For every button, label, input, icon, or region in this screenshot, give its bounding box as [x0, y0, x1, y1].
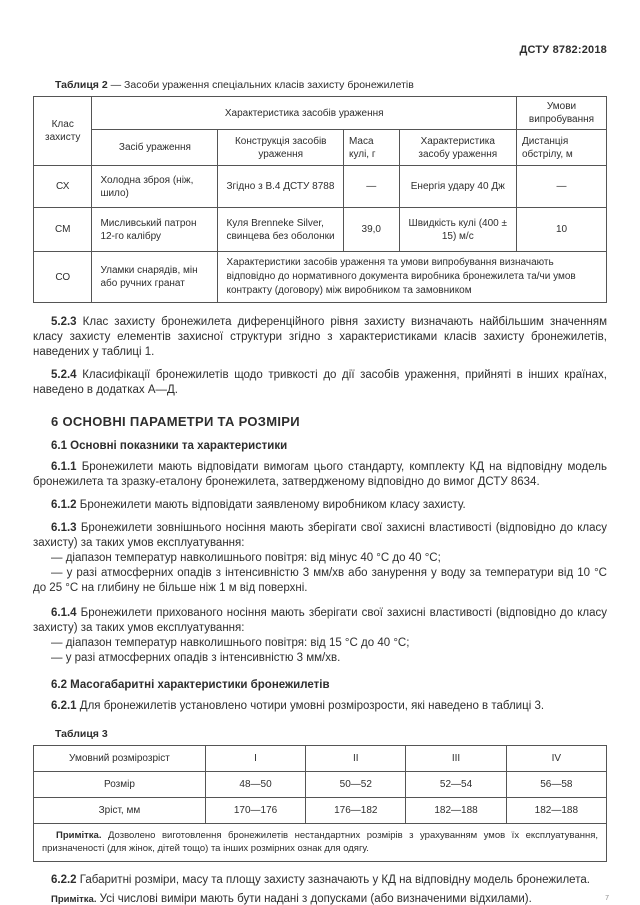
- paragraph-number: 6.1.1: [51, 461, 77, 473]
- table2-col-distance: Дистанція обстрілу, м: [522, 135, 573, 160]
- table3-col-3: III: [406, 746, 506, 772]
- table3-header-row: [34, 746, 607, 772]
- paragraph-number: 5.2.4: [51, 369, 77, 381]
- table2-col-group-conditions: Умови випробування: [517, 97, 607, 130]
- paragraph-number: 5.2.3: [51, 316, 77, 328]
- table2-caption-text: — Засоби ураження спеціальних класів захисту бронежилетів: [110, 79, 414, 91]
- paragraph-text: Для бронежилетів установлено чотири умовні розмірозрости, які наведено в таблиці 3.: [79, 700, 545, 712]
- note-text: Дозволено виготовлення бронежилетів нестандартних розмірів з урахуванням умов їх експлуатування, призначеності (для жінок, дітей тощо) та інших розмірних ознак для одягу.: [42, 830, 599, 854]
- table2-row-cm: [34, 208, 607, 252]
- list-item-temperature-range: — діапазон температур навколишнього повітря: від 15 °С до 40 °С;: [51, 637, 410, 649]
- paragraph-5-2-3: [33, 315, 607, 360]
- table2-row-co: [34, 252, 607, 303]
- table3: [33, 745, 607, 862]
- note-text: Усі числові виміри мають бути надані з допусками (або визначеними відхилами).: [99, 893, 532, 905]
- paragraph-text: Класифікації бронежилетів щодо тривкості до дії засобів ураження, прийняті в інших країнах, наведено в додатках А—Д.: [33, 369, 607, 396]
- paragraph-5-2-4: [33, 368, 607, 398]
- cell-characteristic: Швидкість кулі (400 ± 15) м/с: [399, 208, 516, 252]
- paragraph-6-2-1: [33, 699, 607, 714]
- section-6-2-heading: 6.2 Масогабаритні характеристики бронежилетів: [51, 679, 330, 691]
- cell-row-label: Розмір: [34, 772, 206, 798]
- table2-header-row-1: [34, 97, 607, 130]
- doc-code-header: ДСТУ 8782:2018: [519, 44, 607, 56]
- list-item-precipitation: — у разі атмосферних опадів з інтенсивністю 3 мм/хв або занурення у воду за температури від 10 °С до 25 °С на глибину не більше ніж 1 м від поверхні.: [33, 567, 607, 594]
- paragraph-6-1-4: [33, 606, 607, 636]
- paragraph-text: Клас захисту бронежилета диференційного рівня захисту визначають найбільшим значенням класу захисту елементів захисної структури згідно з характеристиками класів захисту бронежилетів, наведених у таблиці 1.: [33, 316, 608, 358]
- list-item-temperature-range: — діапазон температур навколишнього повітря: від мінус 40 °С до 40 °С;: [51, 552, 441, 564]
- note-label: Примітка.: [56, 830, 102, 841]
- cell-value: 52—54: [406, 772, 506, 798]
- cell-value: 182—188: [506, 798, 606, 824]
- paragraph-number: 6.1.3: [51, 522, 77, 534]
- table3-note-cell: [34, 824, 607, 862]
- table3-row-size: [34, 772, 607, 798]
- table2-header-row-2: [34, 130, 607, 166]
- table2-col-class: Клас захисту: [34, 97, 92, 166]
- page-number: 7: [605, 895, 609, 902]
- paragraph-text: Габаритні розміри, масу та площу захисту зазначають у КД на відповідну модель бронежилета.: [79, 874, 590, 886]
- cell-distance: 10: [517, 208, 607, 252]
- table3-col-4: IV: [506, 746, 606, 772]
- cell-value: 50—52: [306, 772, 406, 798]
- note-label: Примітка.: [51, 894, 97, 905]
- paragraph-text: Бронежилети мають відповідати вимогам цього стандарту, комплекту КД на відповідну модель бронежилета та зразку-еталону бронежилета, затвердженому відповідно до вимог ДСТУ 8634.: [33, 461, 608, 488]
- cell-construction: Куля Brenneke Silver, свинцева без оболонки: [218, 208, 343, 252]
- bottom-note: [33, 892, 607, 905]
- table3-row-height: [34, 798, 607, 824]
- table2-col-construction: Конструкція засобів ураження: [218, 130, 343, 166]
- cell-characteristic: Енергія удару 40 Дж: [399, 166, 516, 208]
- cell-value: 170—176: [205, 798, 305, 824]
- table3-col-2: II: [306, 746, 406, 772]
- table3-note-row: [34, 824, 607, 862]
- cell-class: СО: [34, 252, 92, 303]
- cell-class: СМ: [34, 208, 92, 252]
- paragraph-6-1-3: [33, 521, 607, 551]
- paragraph-6-1-1: [33, 460, 607, 490]
- table3-caption: Таблиця 3: [55, 728, 108, 740]
- table2-col-mean: Засіб ураження: [92, 130, 218, 166]
- cell-merged-description: Характеристики засобів ураження та умови випробування визначають відповідно до нормативного документа виробника бронежилета та/чи умов контракту (договору) між виробником та замовником: [218, 252, 607, 303]
- paragraph-text: Бронежилети прихованого носіння мають зберігати свої захисні властивості (відповідно до класу захисту) за таких умов експлуатування:: [33, 607, 607, 634]
- cell-class: СХ: [34, 166, 92, 208]
- table2-col-group-characteristics: Характеристика засобів ураження: [92, 97, 517, 130]
- cell-distance: —: [517, 166, 607, 208]
- cell-mean: Мисливський патрон 12-го калібру: [92, 208, 218, 252]
- cell-value: 182—188: [406, 798, 506, 824]
- cell-value: 176—182: [306, 798, 406, 824]
- cell-row-label: Зріст, мм: [34, 798, 206, 824]
- table2-col-characteristic: Характеристика засобу ураження: [399, 130, 516, 166]
- paragraph-number: 6.2.2: [51, 874, 77, 886]
- cell-mean: Уламки снарядів, мін або ручних гранат: [92, 252, 218, 303]
- cell-value: 56—58: [506, 772, 606, 798]
- cell-construction: Згідно з В.4 ДСТУ 8788: [218, 166, 343, 208]
- paragraph-text: Бронежилети зовнішнього носіння мають зберігати свої захисні властивості (відповідно до класу захисту) за таких умов експлуатування:: [33, 522, 607, 549]
- table2-row-cx: [34, 166, 607, 208]
- table2: [33, 96, 607, 303]
- table3-col-1: I: [205, 746, 305, 772]
- table2-caption: [55, 79, 607, 91]
- paragraph-number: 6.2.1: [51, 700, 77, 712]
- list-item-precipitation: — у разі атмосферних опадів з інтенсивністю 3 мм/хв.: [51, 652, 341, 664]
- table3-col-size-label: Умовний розмірозріст: [34, 746, 206, 772]
- cell-mass: 39,0: [343, 208, 399, 252]
- section-6-1-heading: 6.1 Основні показники та характеристики: [51, 440, 288, 452]
- table3-note: [42, 829, 598, 855]
- paragraph-6-1-2: [33, 498, 607, 513]
- section-6-heading: 6 ОСНОВНІ ПАРАМЕТРИ ТА РОЗМІРИ: [51, 414, 300, 429]
- paragraph-number: 6.1.2: [51, 499, 77, 511]
- cell-value: 48—50: [205, 772, 305, 798]
- table2-col-mass: Маса кулі, г: [348, 135, 376, 160]
- cell-mean: Холодна зброя (ніж, шило): [92, 166, 218, 208]
- cell-mass: —: [343, 166, 399, 208]
- table2-caption-label: Таблиця 2: [55, 79, 108, 91]
- paragraph-6-2-2: [33, 873, 607, 888]
- paragraph-number: 6.1.4: [51, 607, 77, 619]
- paragraph-text: Бронежилети мають відповідати заявленому виробником класу захисту.: [79, 499, 466, 511]
